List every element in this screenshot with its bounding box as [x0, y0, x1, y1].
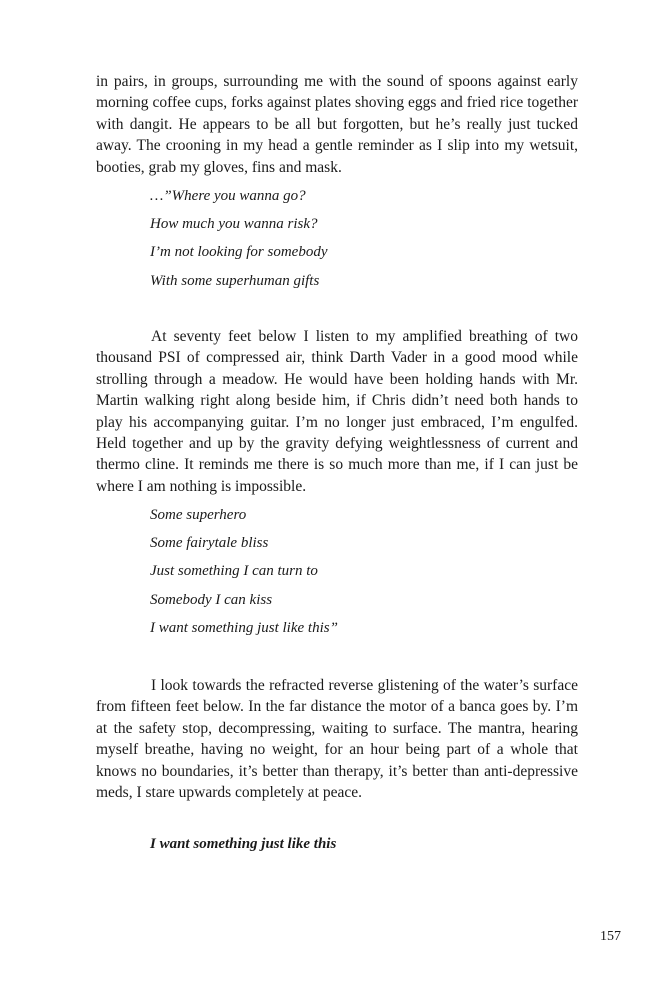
verse-line: How much you wanna risk? [150, 216, 318, 233]
paragraph-2: At seventy feet below I listen to my amplified breathing of two thousand PSI of compressed air, think Darth Vader in a good mood while strolling through a meadow. He would have been holding hands with Mr. Martin walking right along beside him, if Chris didn’t need both hands to play his accompanying guitar. I’m no longer just embraced, I’m engulfed. Held together and up by the gravity defying weightlessness of current and thermo cline. It reminds me there is so much more than me, if I can just be where I am nothing is impossible. [96, 328, 578, 495]
verse-line: Some fairytale bliss [150, 535, 269, 552]
page-number: 157 [600, 929, 621, 944]
verse-block-2 [150, 501, 338, 642]
verse-line: Some superhero [150, 507, 247, 523]
verse-line: Just something I can turn to [150, 563, 318, 580]
paragraph-3: I look towards the refracted reverse glistening of the water’s surface from fifteen feet below. In the far distance the motor of a banca goes by. I’m at the safety stop, decompressing, waiting to surface. The mantra, hearing myself breathe, having no weight, for an hour being part of a whole that knows no boundaries, it’s better than therapy, it’s better than anti-depressive meds, I stare upwards completely at peace. [96, 677, 578, 802]
verse-line: With some superhuman gifts [150, 272, 320, 289]
verse-line: I want something just like this” [150, 619, 338, 636]
verse-line: …”Where you wanna go? [150, 188, 306, 204]
verse-block-1 [150, 182, 327, 295]
verse-line: Somebody I can kiss [150, 591, 273, 608]
closing-line: I want something just like this [150, 836, 337, 852]
verse-line: I’m not looking for somebody [150, 244, 328, 261]
paragraph-1: in pairs, in groups, surrounding me with the sound of spoons against early morning coffee cups, forks against plates shoving eggs and fried rice together with dangit. He appears to be all but forgotten, but he’s really just tucked away. The crooning in my head a gentle reminder as I slip into my wetsuit, booties, grab my gloves, fins and mask. [96, 73, 578, 176]
